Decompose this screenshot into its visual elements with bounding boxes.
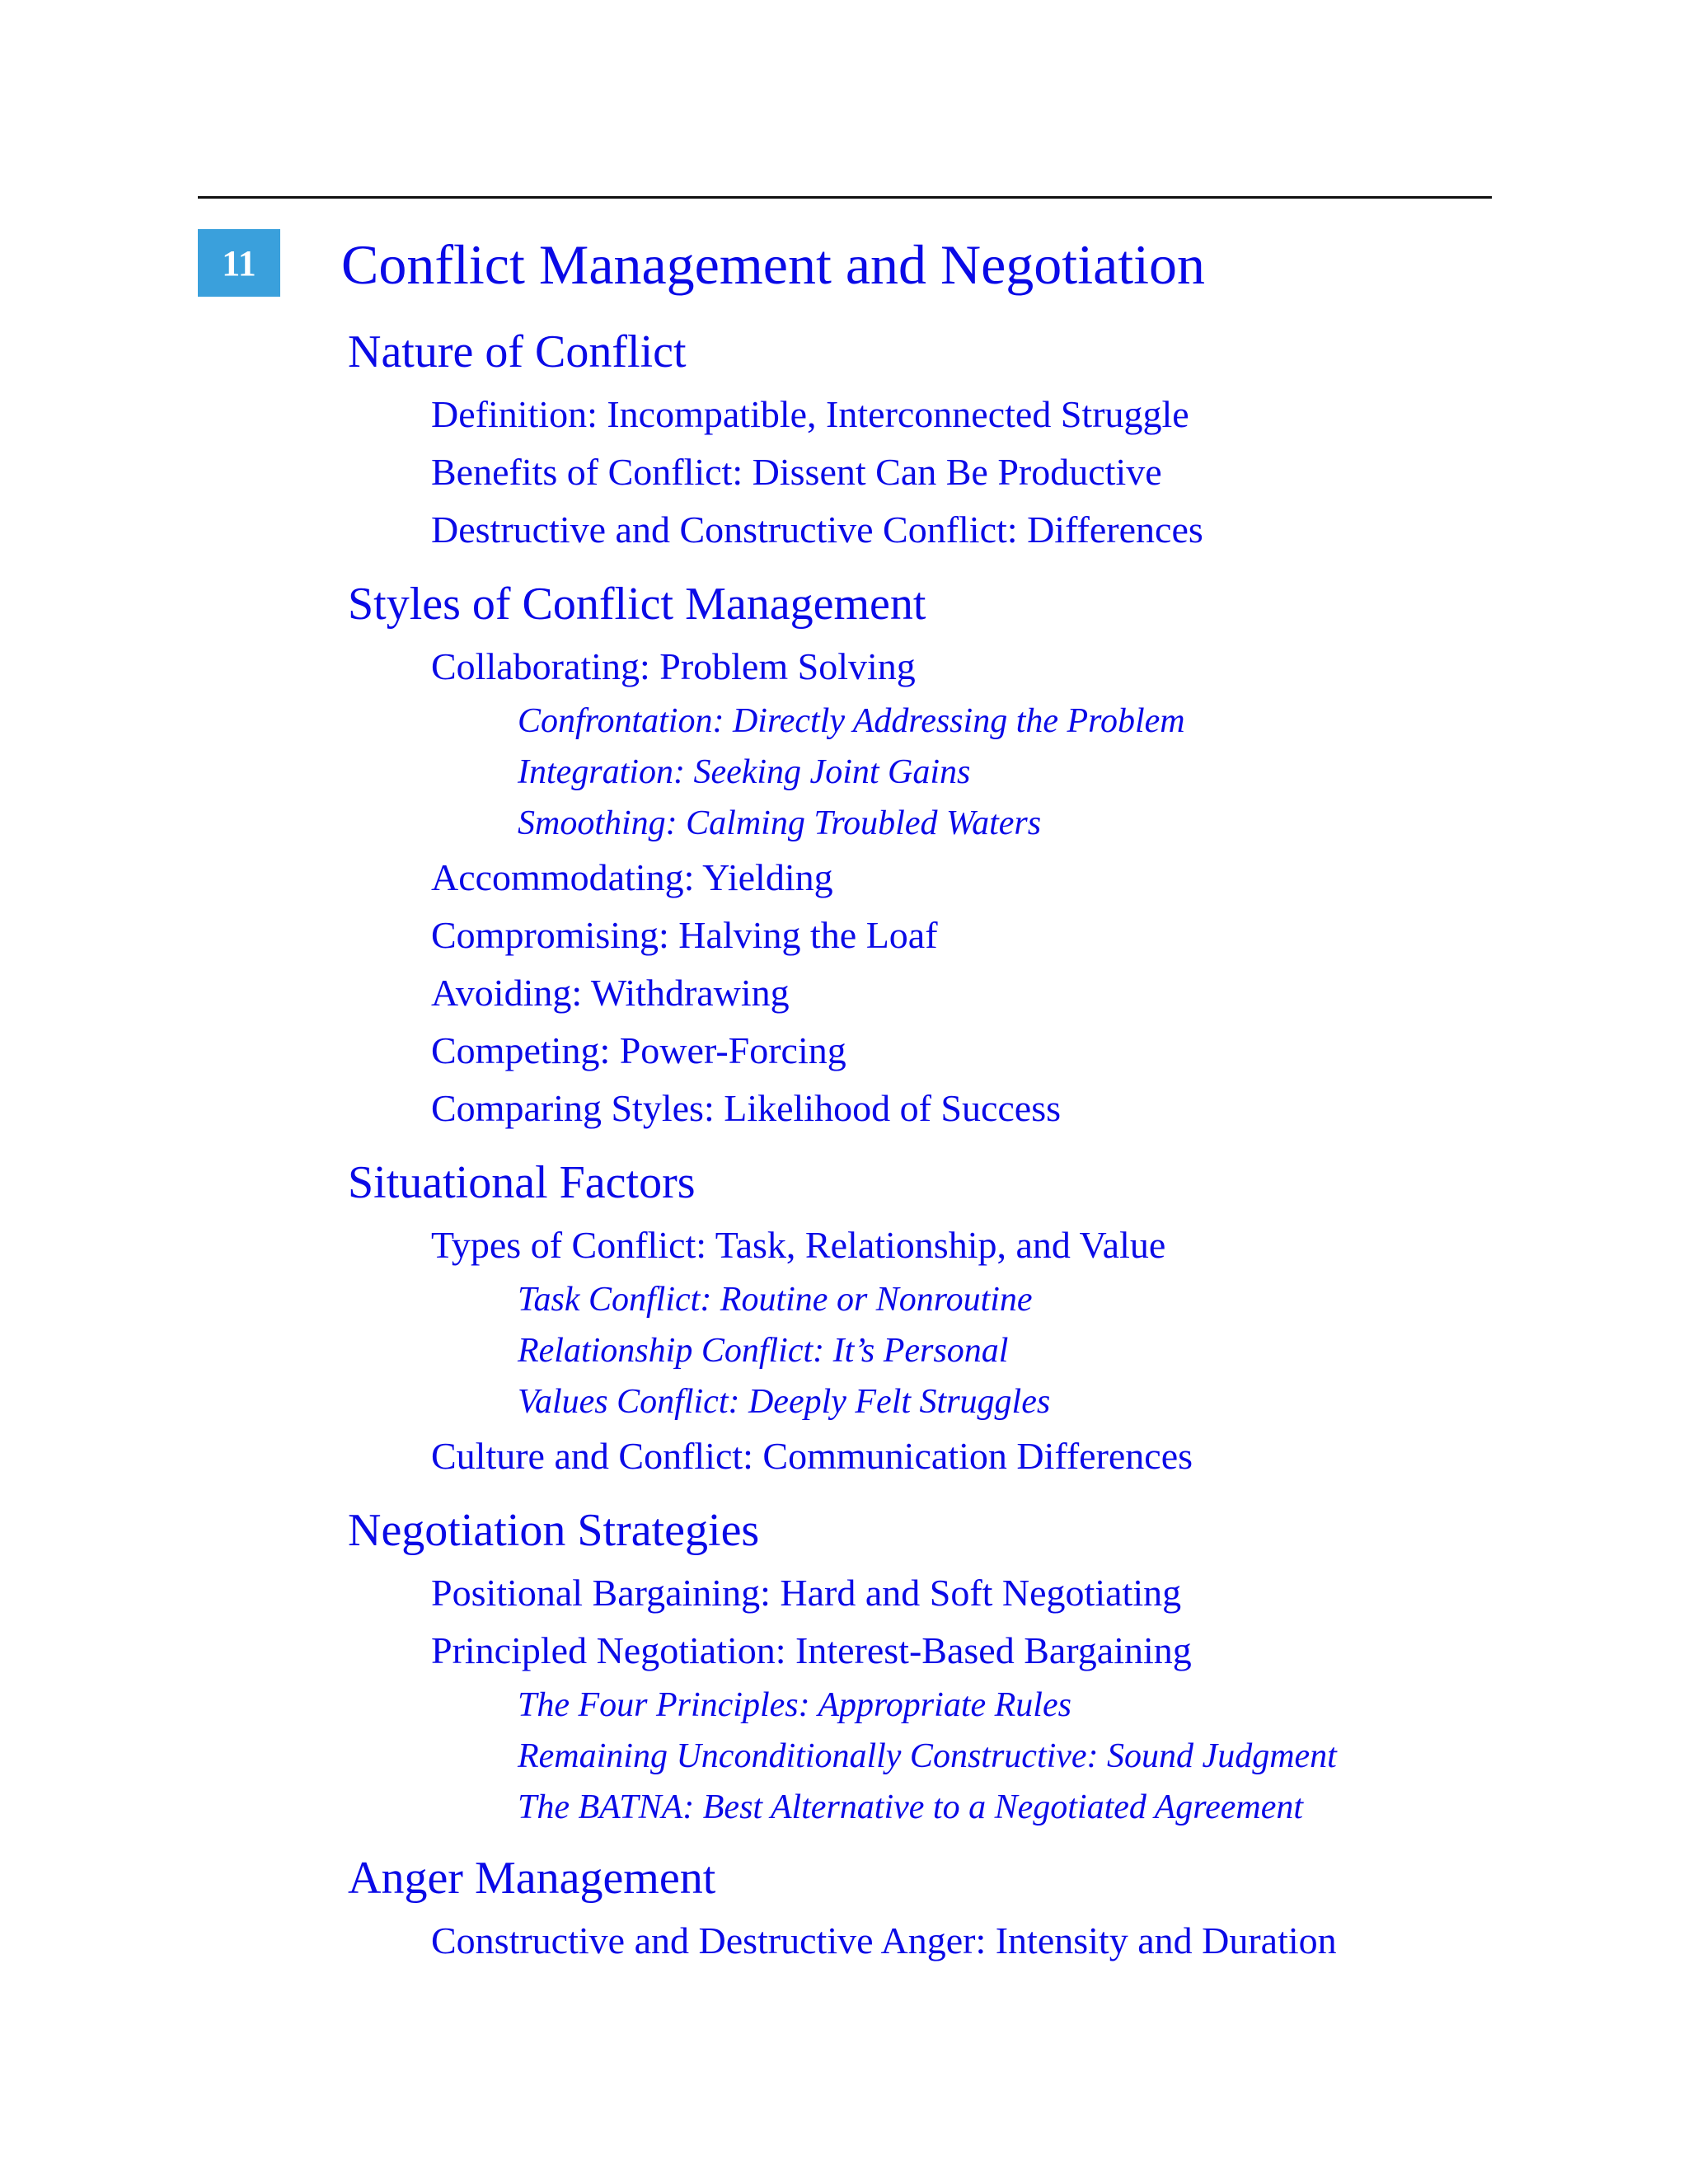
subsubsection-link[interactable]: Values Conflict: Deeply Felt Struggles bbox=[518, 1383, 1051, 1421]
toc-subsection bbox=[0, 1022, 1688, 1080]
subsection-link[interactable]: Constructive and Destructive Anger: Intensity and Duration bbox=[431, 1919, 1337, 1961]
subsubsection-list bbox=[0, 696, 1688, 849]
toc-subsection bbox=[0, 907, 1688, 964]
chapter-number-badge: 11 bbox=[198, 229, 280, 297]
toc-section bbox=[0, 1844, 1688, 1970]
subsection-link[interactable]: Avoiding: Withdrawing bbox=[431, 972, 790, 1014]
subsubsection-link[interactable]: Smoothing: Calming Troubled Waters bbox=[518, 804, 1042, 842]
subsection-link[interactable]: Comparing Styles: Likelihood of Success bbox=[431, 1087, 1062, 1129]
section-heading-link[interactable]: Nature of Conflict bbox=[348, 326, 687, 377]
subsubsection-list bbox=[0, 1680, 1688, 1833]
subsection-link[interactable]: Types of Conflict: Task, Relationship, and Value bbox=[431, 1224, 1166, 1266]
subsubsection-link[interactable]: Integration: Seeking Joint Gains bbox=[518, 753, 971, 791]
toc-subsection bbox=[0, 1427, 1688, 1485]
header-rule bbox=[198, 196, 1492, 199]
subsection-link[interactable]: Principled Negotiation: Interest-Based Bargaining bbox=[431, 1629, 1192, 1671]
subsubsection-link[interactable]: Confrontation: Directly Addressing the Problem bbox=[518, 702, 1185, 740]
toc-subsubsection bbox=[0, 747, 1688, 798]
toc-subsection bbox=[0, 1216, 1688, 1427]
subsection-list bbox=[0, 1564, 1688, 1833]
toc-subsubsection bbox=[0, 1731, 1688, 1782]
section-heading-link[interactable]: Styles of Conflict Management bbox=[348, 579, 926, 630]
toc-section bbox=[0, 318, 1688, 559]
toc-subsubsection bbox=[0, 1376, 1688, 1427]
toc-subsection bbox=[0, 386, 1688, 443]
subsubsection-list bbox=[0, 1274, 1688, 1427]
subsection-link[interactable]: Definition: Incompatible, Interconnected Struggle bbox=[431, 393, 1189, 435]
section-heading-link[interactable]: Situational Factors bbox=[348, 1157, 696, 1208]
toc-subsection bbox=[0, 964, 1688, 1022]
subsection-link[interactable]: Collaborating: Problem Solving bbox=[431, 645, 916, 687]
subsubsection-link[interactable]: Relationship Conflict: It’s Personal bbox=[518, 1332, 1009, 1370]
subsubsection-link[interactable]: The Four Principles: Appropriate Rules bbox=[518, 1686, 1071, 1724]
subsection-link[interactable]: Benefits of Conflict: Dissent Can Be Productive bbox=[431, 451, 1162, 493]
toc-subsubsection bbox=[0, 798, 1688, 849]
subsection-list bbox=[0, 1912, 1688, 1970]
subsubsection-link[interactable]: The BATNA: Best Alternative to a Negotiated Agreement bbox=[518, 1788, 1303, 1826]
toc-subsubsection bbox=[0, 1325, 1688, 1376]
subsection-link[interactable]: Accommodating: Yielding bbox=[431, 856, 833, 898]
chapter-title: Conflict Management and Negotiation bbox=[341, 233, 1206, 296]
toc-subsection bbox=[0, 638, 1688, 849]
toc-section bbox=[0, 570, 1688, 1137]
subsection-list bbox=[0, 638, 1688, 1137]
toc-section bbox=[0, 1497, 1688, 1833]
subsection-link[interactable]: Destructive and Constructive Conflict: Differences bbox=[431, 509, 1203, 551]
subsection-link[interactable]: Compromising: Halving the Loaf bbox=[431, 914, 938, 956]
toc-subsection bbox=[0, 1564, 1688, 1622]
toc-subsection bbox=[0, 849, 1688, 907]
toc-subsection bbox=[0, 1912, 1688, 1970]
subsection-link[interactable]: Culture and Conflict: Communication Differences bbox=[431, 1435, 1193, 1477]
toc-subsubsection bbox=[0, 1782, 1688, 1833]
toc-subsection bbox=[0, 443, 1688, 501]
toc-subsubsection bbox=[0, 1274, 1688, 1325]
toc-subsection bbox=[0, 1622, 1688, 1833]
subsection-link[interactable]: Competing: Power-Forcing bbox=[431, 1029, 846, 1071]
table-of-contents bbox=[0, 318, 1688, 1981]
section-heading-link[interactable]: Negotiation Strategies bbox=[348, 1505, 760, 1556]
subsubsection-link[interactable]: Task Conflict: Routine or Nonroutine bbox=[518, 1281, 1033, 1319]
toc-subsection bbox=[0, 1080, 1688, 1137]
subsection-list bbox=[0, 1216, 1688, 1485]
toc-subsubsection bbox=[0, 1680, 1688, 1731]
section-heading-link[interactable]: Anger Management bbox=[348, 1853, 716, 1904]
subsection-list bbox=[0, 386, 1688, 559]
toc-subsection bbox=[0, 501, 1688, 559]
subsection-link[interactable]: Positional Bargaining: Hard and Soft Negotiating bbox=[431, 1572, 1182, 1614]
subsubsection-link[interactable]: Remaining Unconditionally Constructive: Sound Judgment bbox=[518, 1737, 1337, 1775]
toc-section bbox=[0, 1149, 1688, 1485]
toc-subsubsection bbox=[0, 696, 1688, 747]
